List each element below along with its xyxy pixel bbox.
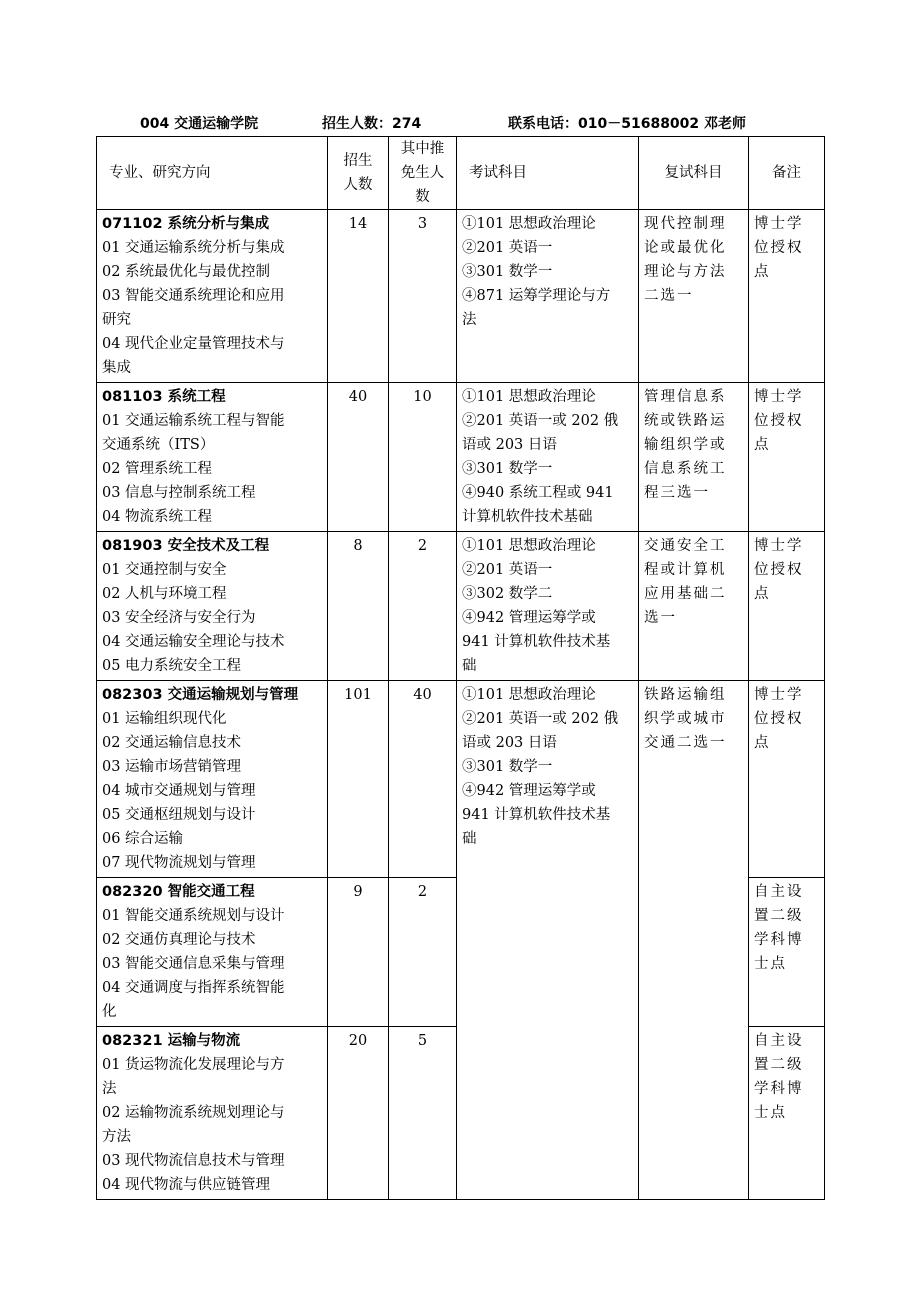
cell-line: ④940 系统工程或 941 [462,485,614,501]
cell-line: 自主设 [754,884,804,900]
major-cell [97,1027,328,1200]
cell-line: 二选一 [644,288,694,304]
enroll-cell: 40 [328,383,389,532]
cell-line: ①101 思想政治理论 [462,687,596,703]
major-cell [97,210,328,383]
cell-line: 02 运输物流系统规划理论与 [102,1105,285,1121]
cell-line: 05 交通枢纽规划与设计 [102,807,256,823]
cell-line: 交通系统（ITS） [102,437,215,453]
cell-line: 信息系统工 [644,461,727,477]
recommend-cell: 2 [389,532,457,681]
cell-line: 交通安全工 [644,538,727,554]
cell-line: ①101 思想政治理论 [462,389,596,405]
cell-line: 法 [462,312,477,328]
cell-line: ②201 英语一或 202 俄 [462,711,619,727]
exam-cell [457,532,639,681]
note-cell [749,210,825,383]
cell-line: 02 系统最优化与最优控制 [102,264,271,280]
cell-line: 置二级 [754,1057,804,1073]
cell-line: 程三选一 [644,485,710,501]
cell-line: 941 计算机软件技术基 [462,807,611,823]
cell-line: 位授权 [754,413,804,429]
cell-line: 07 现代物流规划与管理 [102,855,256,871]
cell-line: 02 人机与环境工程 [102,586,227,602]
cell-line: ④942 管理运筹学或 [462,610,596,626]
retest-cell [639,532,749,681]
cell-line: 01 交通控制与安全 [102,562,227,578]
enroll-cell: 101 [328,681,389,878]
enrollment-total: 招生人数：274 [322,116,422,132]
cell-line: 方法 [102,1129,131,1145]
major-code: 081903 安全技术及工程 [102,538,270,554]
enroll-cell: 9 [328,878,389,1027]
cell-line: 03 运输市场营销管理 [102,759,242,775]
cell-line: 铁路运输组 [644,687,727,703]
cell-line: 础 [462,831,477,847]
cell-line: 论或最优化 [644,240,727,256]
cell-line: ③302 数学二 [462,586,553,602]
cell-line: 02 交通运输信息技术 [102,735,242,751]
major-code: 081103 系统工程 [102,389,226,405]
retest-cell [639,210,749,383]
col-header-recommend: 其中推 免生人 数 [389,137,457,210]
cell-line: 化 [102,1004,117,1020]
cell-line: 01 运输组织现代化 [102,711,227,727]
cell-line: 06 综合运输 [102,831,184,847]
cell-line: 程或计算机 [644,562,727,578]
cell-line: 础 [462,658,477,674]
recommend-cell: 40 [389,681,457,878]
cell-line: 01 智能交通系统规划与设计 [102,908,285,924]
cell-line: 集成 [102,360,131,376]
cell-line: 理论与方法 [644,264,727,280]
cell-line: ④942 管理运筹学或 [462,783,596,799]
cell-line: 05 电力系统安全工程 [102,658,242,674]
cell-line: 现代控制理 [644,216,727,232]
col-header-enroll: 招生 人数 [328,137,389,210]
cell-line: 04 现代企业定量管理技术与 [102,336,285,352]
cell-line: 04 城市交通规划与管理 [102,783,256,799]
cell-line: 统或铁路运 [644,413,727,429]
cell-line: ③301 数学一 [462,461,553,477]
major-cell [97,383,328,532]
table-row [97,210,825,383]
cell-line: 士点 [754,956,787,972]
cell-line: 点 [754,735,771,751]
major-cell [97,532,328,681]
cell-line: 管理信息系 [644,389,727,405]
cell-line: 语或 203 日语 [462,437,557,453]
cell-line: 01 交通运输系统工程与智能 [102,413,285,429]
cell-line: 士点 [754,1105,787,1121]
major-code: 082320 智能交通工程 [102,884,255,900]
col-header-note: 备注 [749,137,825,210]
cell-line: 织学或城市 [644,711,727,727]
cell-line: 02 管理系统工程 [102,461,213,477]
cell-line: 位授权 [754,562,804,578]
contact-phone: 联系电话：010－51688002 邓老师 [508,116,747,132]
document-header [0,113,920,135]
cell-line: 04 现代物流与供应链管理 [102,1177,271,1193]
note-cell [749,532,825,681]
cell-line: 应用基础二 [644,586,727,602]
cell-line: 03 智能交通系统理论和应用 [102,288,285,304]
cell-line: 博士学 [754,538,804,554]
cell-line: 选一 [644,610,677,626]
major-code: 082303 交通运输规划与管理 [102,687,299,703]
exam-cell [457,681,639,1200]
table-row [97,681,825,878]
table-header-row [97,137,825,210]
recommend-cell: 10 [389,383,457,532]
cell-line: 04 物流系统工程 [102,509,213,525]
major-cell [97,878,328,1027]
cell-line: 04 交通运输安全理论与技术 [102,634,285,650]
cell-line: 位授权 [754,711,804,727]
cell-line: 04 交通调度与指挥系统智能 [102,980,285,996]
cell-line: 语或 203 日语 [462,735,557,751]
retest-cell [639,681,749,1200]
cell-line: ②201 英语一 [462,240,553,256]
table-row [97,532,825,681]
cell-line: 博士学 [754,687,804,703]
enroll-cell: 8 [328,532,389,681]
cell-line: ③301 数学一 [462,759,553,775]
program-table [96,136,825,1200]
cell-line: 自主设 [754,1033,804,1049]
exam-cell [457,210,639,383]
cell-line: 学科博 [754,1081,804,1097]
note-cell [749,1027,825,1200]
cell-line: 01 货运物流化发展理论与方 [102,1057,285,1073]
cell-line: ②201 英语一 [462,562,553,578]
cell-line: 置二级 [754,908,804,924]
cell-line: ①101 思想政治理论 [462,538,596,554]
cell-line: 计算机软件技术基础 [462,509,593,525]
cell-line: 点 [754,264,771,280]
note-cell [749,878,825,1027]
cell-line: 03 信息与控制系统工程 [102,485,256,501]
cell-line: ④871 运筹学理论与方 [462,288,611,304]
cell-line: 03 安全经济与安全行为 [102,610,256,626]
col-header-major: 专业、研究方向 [97,137,328,210]
cell-line: 941 计算机软件技术基 [462,634,611,650]
cell-line: ②201 英语一或 202 俄 [462,413,619,429]
major-cell [97,681,328,878]
cell-line: 学科博 [754,932,804,948]
col-header-retest: 复试科目 [639,137,749,210]
recommend-cell: 3 [389,210,457,383]
enroll-cell: 20 [328,1027,389,1200]
note-cell [749,681,825,878]
table-row [97,383,825,532]
cell-line: 博士学 [754,389,804,405]
recommend-cell: 2 [389,878,457,1027]
cell-line: 01 交通运输系统分析与集成 [102,240,285,256]
cell-line: 输组织学或 [644,437,727,453]
cell-line: 位授权 [754,240,804,256]
major-code: 082321 运输与物流 [102,1033,241,1049]
cell-line: 博士学 [754,216,804,232]
cell-line: ①101 思想政治理论 [462,216,596,232]
major-code: 071102 系统分析与集成 [102,216,270,232]
cell-line: 点 [754,437,771,453]
cell-line: 02 交通仿真理论与技术 [102,932,256,948]
retest-cell [639,383,749,532]
col-header-exam: 考试科目 [457,137,639,210]
enroll-cell: 14 [328,210,389,383]
recommend-cell: 5 [389,1027,457,1200]
cell-line: ③301 数学一 [462,264,553,280]
cell-line: 交通二选一 [644,735,727,751]
college-name: 004 交通运输学院 [140,116,259,132]
cell-line: 研究 [102,312,131,328]
cell-line: 03 智能交通信息采集与管理 [102,956,285,972]
cell-line: 法 [102,1081,117,1097]
exam-cell [457,383,639,532]
cell-line: 03 现代物流信息技术与管理 [102,1153,285,1169]
cell-line: 点 [754,586,771,602]
note-cell [749,383,825,532]
